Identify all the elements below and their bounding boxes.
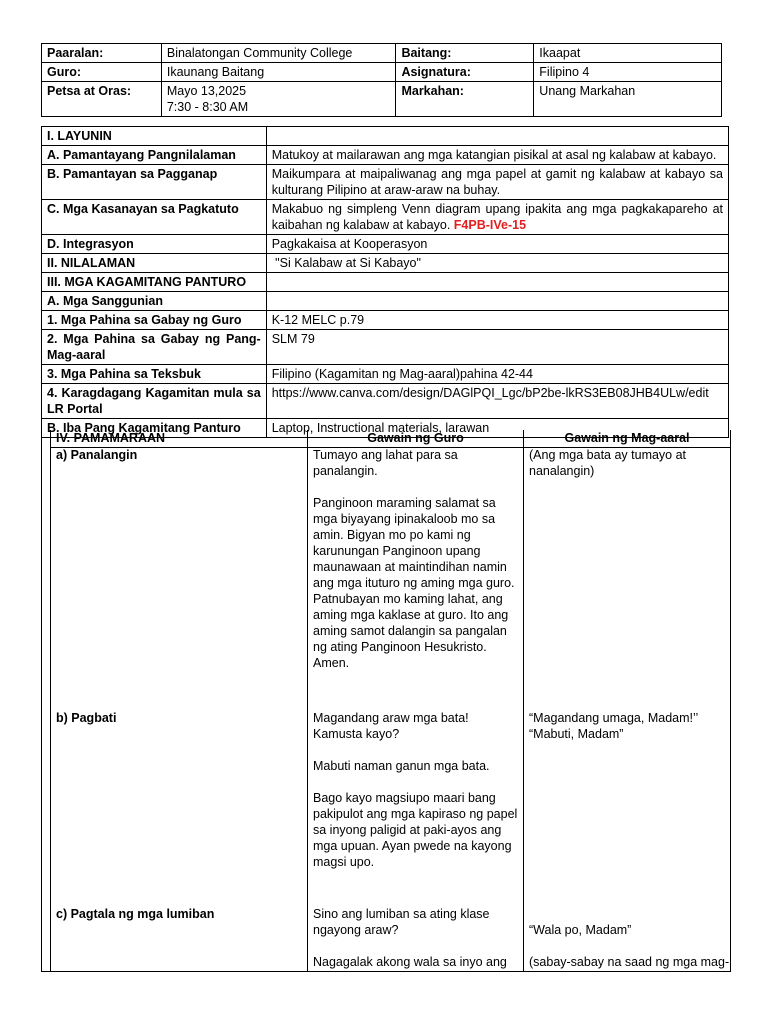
integration-value: Pagkakaisa at Kooperasyon <box>266 235 728 254</box>
greeting-label: b) Pagbati <box>56 711 117 725</box>
attendance-label: c) Pagtala ng mga lumiban <box>56 907 215 921</box>
integration-row <box>42 235 729 254</box>
prayer-student-response: (Ang mga bata ay tumayo at nanalangin) <box>529 448 687 478</box>
attendance-student-block <box>529 922 729 972</box>
integration-label: D. Integrasyon <box>42 235 267 254</box>
materials-label: III. MGA KAGAMITANG PANTURO <box>42 273 267 292</box>
attendance-teacher-2: Nagagalak akong wala sa inyo ang <box>313 955 507 969</box>
date-time-cell <box>161 82 396 117</box>
time-value: 7:30 - 8:30 AM <box>166 100 249 114</box>
greeting-student-block <box>529 710 725 742</box>
content-row <box>42 254 729 273</box>
header-row-school <box>42 44 722 63</box>
content-standard-value: Matukoy at mailarawan ang mga katangian pisikal at asal ng kalabaw at kabayo. <box>266 146 728 165</box>
textbook-value: Filipino (Kagamitan ng Mag-aaral)pahina 42-44 <box>266 365 728 384</box>
lr-portal-row <box>42 384 729 419</box>
subject-label: Asignatura: <box>396 63 534 82</box>
quarter-value: Unang Markahan <box>534 82 722 117</box>
prayer-teacher-instruction: Tumayo ang lahat para sa panalangin. <box>313 448 458 478</box>
attendance-teacher-block <box>313 906 519 972</box>
date-value: Mayo 13,2025 <box>166 84 247 98</box>
grade-label: Baitang: <box>396 44 534 63</box>
teacher-label: Guro: <box>42 63 162 82</box>
competency-label: C. Mga Kasanayan sa Pagkatuto <box>42 200 267 235</box>
other-materials-label: B. Iba Pang Kagamitang Panturo <box>42 419 267 438</box>
textbook-row <box>42 365 729 384</box>
learner-material-label: 2. Mga Pahina sa Gabay ng Pang-Mag-aaral <box>42 330 267 365</box>
objectives-row <box>42 127 729 146</box>
teacher-column-divider <box>307 430 308 971</box>
greeting-student-1: “Magandang umaga, Madam!’’ <box>529 711 699 725</box>
references-row <box>42 292 729 311</box>
objectives-label: I. LAYUNIN <box>42 127 267 146</box>
content-label: II. NILALAMAN <box>42 254 267 273</box>
performance-standard-row <box>42 165 729 200</box>
performance-standard-value: Maikumpara at maipaliwanag ang mga papel at gamit ng kalabaw at kabayo sa kulturang Pilipino at araw-araw na buhay. <box>266 165 728 200</box>
learner-material-row <box>42 330 729 365</box>
school-value: Binalatongan Community College <box>161 44 396 63</box>
procedure-left-border <box>50 430 51 971</box>
teacher-guide-value: K-12 MELC p.79 <box>266 311 728 330</box>
competency-code: F4PB-IVe-15 <box>453 218 527 232</box>
student-column-divider <box>523 430 524 971</box>
teacher-value: Ikaunang Baitang <box>161 63 396 82</box>
competency-cell <box>266 200 728 235</box>
header-row-teacher <box>42 63 722 82</box>
teacher-column-header: Gawain ng Guro <box>367 431 464 445</box>
content-standard-label: A. Pamantayang Pangnilalaman <box>42 146 267 165</box>
learner-material-value: SLM 79 <box>266 330 728 365</box>
materials-row <box>42 273 729 292</box>
attendance-teacher-1: Sino ang lumiban sa ating klase ngayong araw? <box>313 907 490 937</box>
content-value: "Si Kalabaw at Si Kabayo" <box>266 254 728 273</box>
greeting-teacher-3: Bago kayo magsiupo maari bang pakipulot ang mga kapiraso ng papel sa inyong paligid at paki-ayos ang mga upuan. Ayan pwede na kayong magsi upo. <box>313 791 518 869</box>
greeting-teacher-block <box>313 710 519 886</box>
header-row-date <box>42 82 722 117</box>
subject-value: Filipino 4 <box>534 63 722 82</box>
grade-value: Ikaapat <box>534 44 722 63</box>
procedure-section <box>41 430 731 972</box>
lesson-plan-table <box>41 126 729 438</box>
header-info-table <box>41 43 722 117</box>
prayer-label: a) Panalangin <box>56 448 138 462</box>
school-label: Paaralan: <box>42 44 162 63</box>
date-label: Petsa at Oras: <box>42 82 162 117</box>
greeting-teacher-1: Magandang araw mga bata! Kamusta kayo? <box>313 711 469 741</box>
greeting-teacher-2: Mabuti naman ganun mga bata. <box>313 759 490 773</box>
prayer-teacher-block <box>313 447 519 687</box>
teacher-guide-label: 1. Mga Pahina sa Gabay ng Guro <box>42 311 267 330</box>
student-column-header: Gawain ng Mag-aaral <box>564 431 690 445</box>
references-label: A. Mga Sanggunian <box>42 292 267 311</box>
competency-value: Makabuo ng simpleng Venn diagram upang ipakita ang mga pagkakapareho at kaibahan ng kalabaw at kabayo. <box>271 202 723 232</box>
competency-row <box>42 200 729 235</box>
lr-portal-label: 4. Karagdagang Kagamitan mula sa LR Portal <box>42 384 267 419</box>
attendance-student-2: (sabay-sabay na saad ng mga mag- <box>529 955 729 969</box>
performance-standard-label: B. Pamantayan sa Pagganap <box>42 165 267 200</box>
greeting-student-2: “Mabuti, Madam” <box>529 727 624 741</box>
lr-portal-link[interactable]: https://www.canva.com/design/DAGlPQI_Lgc/bP2be-lkRS3EB08JHB4ULw/edit <box>266 384 728 419</box>
content-standard-row <box>42 146 729 165</box>
attendance-student-1: “Wala po, Madam” <box>529 923 632 937</box>
teacher-guide-row <box>42 311 729 330</box>
quarter-label: Markahan: <box>396 82 534 117</box>
procedure-heading: IV. PAMAMARAAN <box>56 431 166 445</box>
other-materials-value: Laptop, Instructional materials, larawan <box>266 419 728 438</box>
prayer-teacher-text: Panginoon maraming salamat sa mga biyayang ipinakaloob mo sa amin. Bigyan mo po kami ng karunungan Panginoon upang maunawaan at maintindihan namin ang mga ituturo ng aming mga guro. Patnubayan mo kaming lahat, ang aming mga kaklase at guro. Ito ang aming samot dalangin sa pangalan ng ating Panginoon Hesukristo. Amen. <box>313 496 515 670</box>
textbook-label: 3. Mga Pahina sa Teksbuk <box>42 365 267 384</box>
